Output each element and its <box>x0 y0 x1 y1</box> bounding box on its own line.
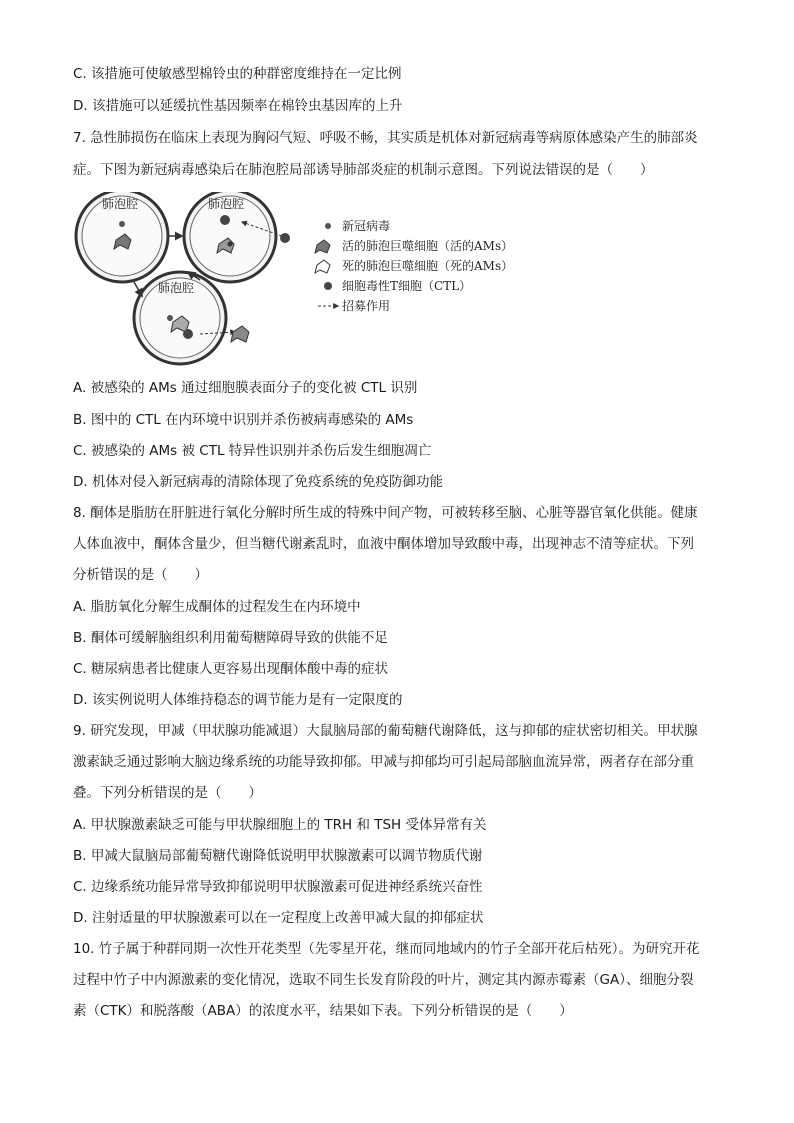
cavity-label-3: 肺泡腔 <box>158 281 195 295</box>
legend-virus: 新冠病毒 <box>342 219 391 233</box>
q8-stem-line2: 人体血液中，酮体含量少，但当糖代谢紊乱时，血液中酮体增加导致酸中毒，出现神志不清等症状。下列 <box>73 536 694 552</box>
alveolus-3 <box>134 272 226 364</box>
q8-option-d: D. 该实例说明人体维持稳态的调节能力是有一定限度的 <box>73 692 403 708</box>
q8-option-a: A. 脂肪氧化分解生成酮体的过程发生在内环境中 <box>73 599 361 615</box>
q10-stem-line3: 素（CTK）和脱落酸（ABA）的浓度水平，结果如下表。下列分析错误的是（ ） <box>73 1003 573 1019</box>
q8-stem-line3: 分析错误的是（ ） <box>73 567 208 583</box>
q7-option-d: D. 机体对侵入新冠病毒的清除体现了免疫系统的免疫防御功能 <box>73 474 443 490</box>
q8-option-c: C. 糖尿病患者比健康人更容易出现酮体酸中毒的症状 <box>73 661 389 677</box>
legend-dead-am-icon <box>315 260 330 273</box>
q9-option-a: A. 甲状腺激素缺乏可能与甲状腺细胞上的 TRH 和 TSH 受体异常有关 <box>73 817 487 833</box>
q9-option-d: D. 注射适量的甲状腺激素可以在一定程度上改善甲减大鼠的抑郁症状 <box>73 910 484 926</box>
q9-stem-line1: 9. 研究发现，甲减（甲状腺功能减退）大鼠脑局部的葡萄糖代谢降低，这与抑郁的症状密切相关。甲状腺 <box>73 723 698 739</box>
ctl-2 <box>183 329 193 339</box>
cavity-label-2: 肺泡腔 <box>208 197 245 211</box>
q7-option-c: C. 被感染的 AMs 被 CTL 特异性识别并杀伤后发生细胞凋亡 <box>73 443 432 459</box>
virus-2 <box>228 242 233 247</box>
q7-option-a: A. 被感染的 AMs 通过细胞膜表面分子的变化被 CTL 识别 <box>73 380 418 396</box>
q7-option-b: B. 图中的 CTL 在内环境中识别并杀伤被病毒感染的 AMs <box>73 412 414 428</box>
q7-stem-line2: 症。下图为新冠病毒感染后在肺泡腔局部诱导肺部炎症的机制示意图。下列说法错误的是（ ） <box>73 162 654 178</box>
legend <box>315 218 513 313</box>
ctl-1 <box>220 215 230 225</box>
virus-3 <box>167 315 173 321</box>
option-d-q6: D. 该措施可以延缓抗性基因频率在棉铃虫基因库的上升 <box>73 98 403 114</box>
cavity-label-1: 肺泡腔 <box>102 197 139 211</box>
q9-option-b: B. 甲减大鼠脑局部葡萄糖代谢降低说明甲状腺激素可以调节物质代谢 <box>73 848 483 864</box>
q10-stem-line1: 10. 竹子属于种群同期一次性开花类型（先零星开花，继而同地域内的竹子全部开花后枯死）。为研究开花 <box>73 941 700 957</box>
legend-ctl: 细胞毒性T细胞（CTL） <box>342 279 472 293</box>
legend-recruit: 招募作用 <box>342 299 391 313</box>
ctl-outside <box>280 233 290 243</box>
legend-live-am-icon <box>315 240 330 253</box>
arrow-1-to-3 <box>134 282 142 296</box>
option-c-q6: C. 该措施可使敏感型棉铃虫的种群密度维持在一定比例 <box>73 66 402 82</box>
q7-stem-line1: 7. 急性肺损伤在临床上表现为胸闷气短、呼吸不畅，其实质是机体对新冠病毒等病原体感染产生的肺部炎 <box>73 130 698 146</box>
alveolus-1 <box>76 192 168 282</box>
q9-stem-line2: 激素缺乏通过影响大脑边缘系统的功能导致抑郁。甲减与抑郁均可引起局部脑血流异常，两者存在部分重 <box>73 754 694 770</box>
legend-virus-icon <box>325 223 331 229</box>
q8-option-b: B. 酮体可缓解脑组织利用葡萄糖障碍导致的供能不足 <box>73 630 388 646</box>
live-am-outside <box>231 326 249 342</box>
virus-1 <box>119 221 125 227</box>
q8-stem-line1: 8. 酮体是脂肪在肝脏进行氧化分解时所生成的特殊中间产物，可被转移至脑、心脏等器官氧化供能。健康 <box>73 505 698 521</box>
legend-ctl-icon <box>324 282 332 290</box>
q9-option-c: C. 边缘系统功能异常导致抑郁说明甲状腺激素可促进神经系统兴奋性 <box>73 879 483 895</box>
q9-stem-line3: 叠。下列分析错误的是（ ） <box>73 785 262 801</box>
legend-live-am: 活的肺泡巨噬细胞（活的AMs） <box>342 239 514 253</box>
legend-dead-am: 死的肺泡巨噬细胞（死的AMs） <box>342 259 514 273</box>
alveolus-2 <box>184 192 276 282</box>
lung-inflammation-diagram <box>70 192 540 372</box>
q10-stem-line2: 过程中竹子中内源激素的变化情况，选取不同生长发育阶段的叶片，测定其内源赤霉素（GA）、细胞分裂 <box>73 972 694 988</box>
